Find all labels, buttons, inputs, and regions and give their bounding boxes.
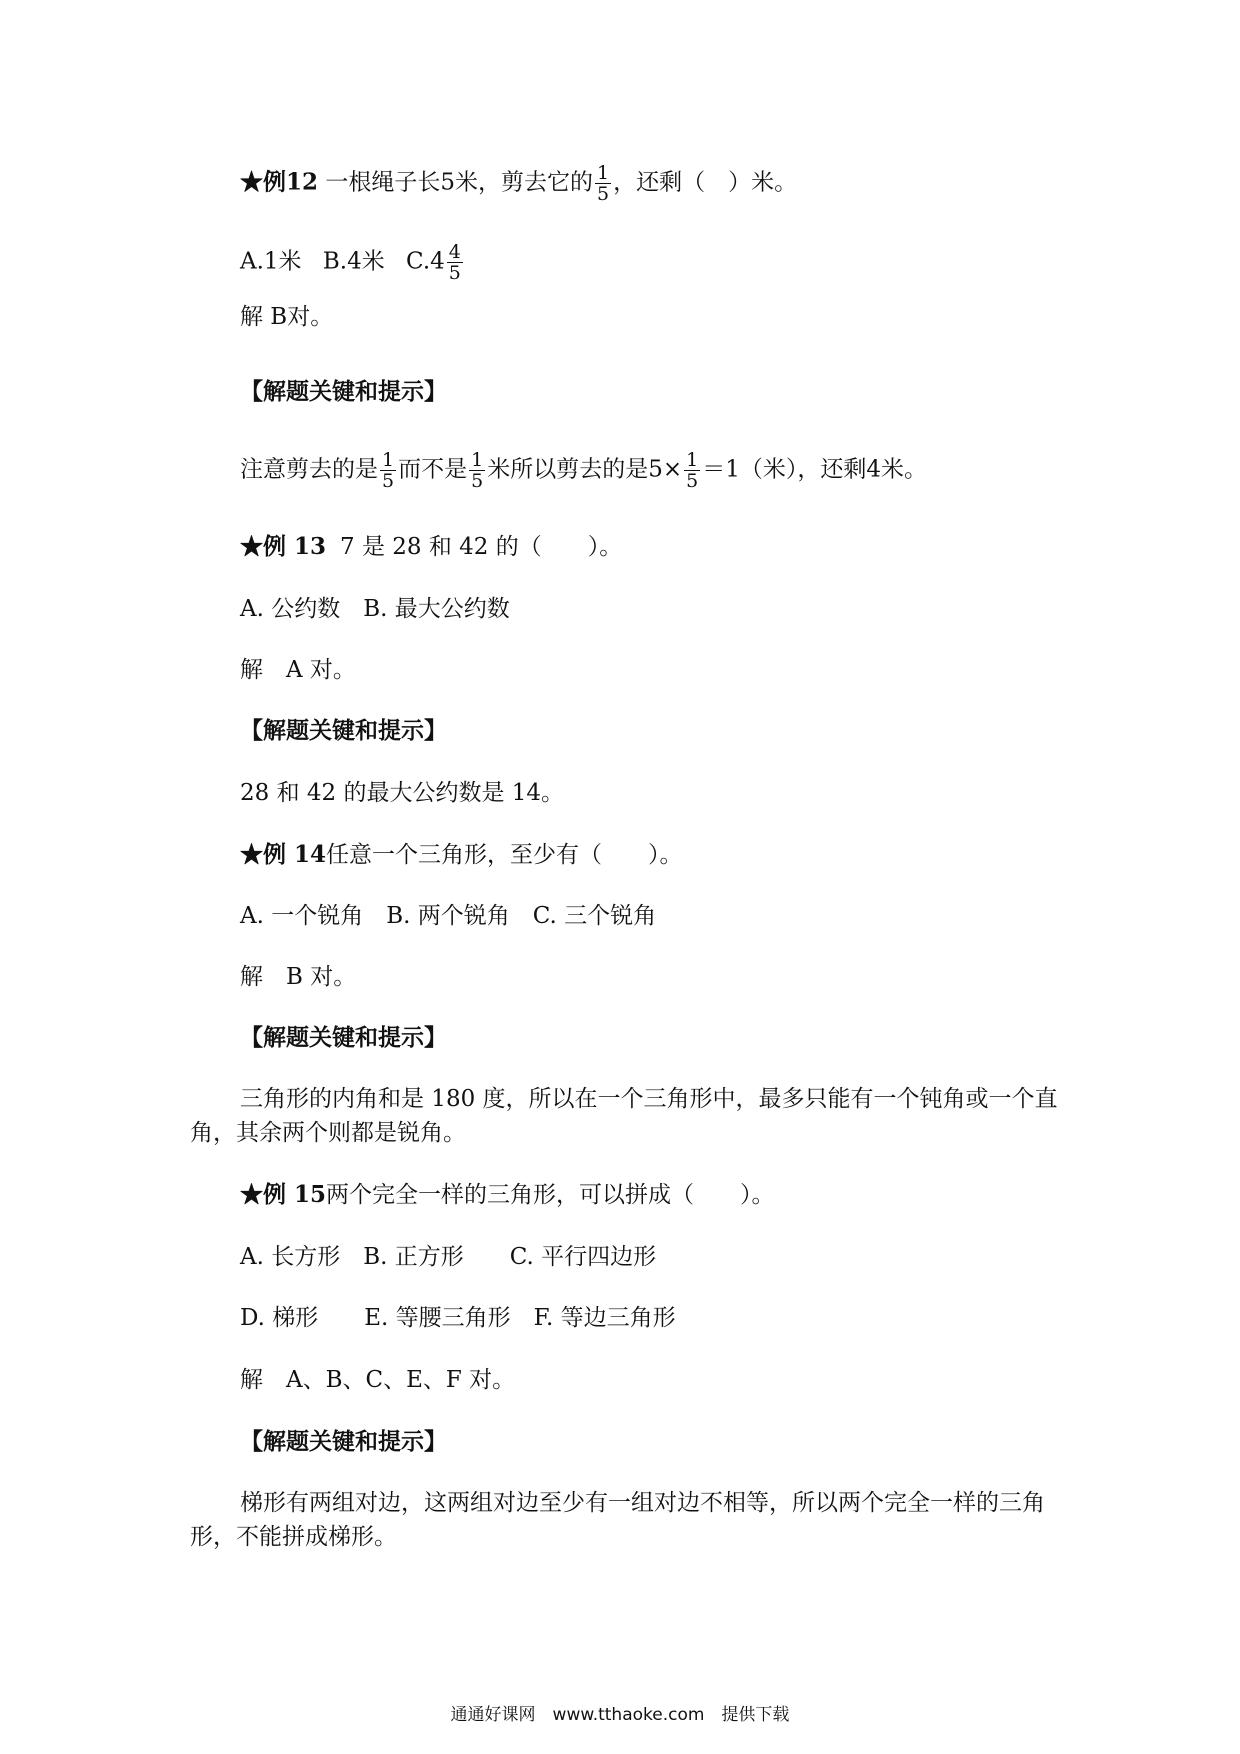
ex14-hint: 三角形的内角和是 180 度，所以在一个三角形中，最多只能有一个钝角或一个直角，其余两个则都是锐角。 xyxy=(190,1086,1058,1146)
ex15-options-line1: A. 长方形 B. 正方形 C. 平行四边形 xyxy=(240,1244,657,1270)
ex15-question: ★例 15两个完全一样的三角形，可以拼成（ ）。 xyxy=(240,1181,775,1208)
ex13-hint-title: 【解题关键和提示】 xyxy=(240,717,447,744)
ex12-hint: 注意剪去的是 $\frac{1}{5}$ 而不是 $\frac{1}{5}$ 米所以剪去的是5× $\frac{1}{5}$ ＝1（米），还剩4米。 xyxy=(240,449,927,492)
ex14-hint-title: 【解题关键和提示】 xyxy=(240,1024,447,1051)
ex15-hint: 梯形有两组对边，这两组对边至少有一组对边不相等，所以两个完全一样的三角形，不能拼成梯形。 xyxy=(190,1490,1045,1550)
ex12-answer: 解 B对。 xyxy=(240,304,334,330)
fraction: $\frac{1}{5}$ xyxy=(686,449,699,492)
fraction: $\frac{1}{5}$ xyxy=(471,449,484,492)
ex14-question: ★例 14任意一个三角形，至少有（ ）。 xyxy=(240,841,683,868)
ex14-options: A. 一个锐角 B. 两个锐角 C. 三个锐角 xyxy=(240,903,657,929)
ex14-answer: 解 B 对。 xyxy=(240,964,357,990)
fraction: $\frac{1}{5}$ xyxy=(382,449,395,492)
ex15-answer: 解 A、B、C、E、F 对。 xyxy=(240,1367,516,1393)
ex15-label: ★例 15 xyxy=(240,1181,327,1208)
ex15-options-line2: D. 梯形 E. 等腰三角形 F. 等边三角形 xyxy=(240,1305,676,1331)
ex12-label: ★例12 xyxy=(240,168,319,196)
ex13-options: A. 公约数 B. 最大公约数 xyxy=(240,596,510,622)
ex13-question: ★例 13 7 是 28 和 42 的（ ）。 xyxy=(240,533,623,560)
ex15-hint-title: 【解题关键和提示】 xyxy=(240,1428,447,1455)
ex14-label: ★例 14 xyxy=(240,841,327,868)
ex13-answer: 解 A 对。 xyxy=(240,657,356,683)
ex13-label: ★例 13 xyxy=(240,533,327,560)
ex12-question: ★例12 一根绳子长5米，剪去它的 $\frac{1}{5}$ ，还剩（ ）米。 xyxy=(240,162,798,205)
ex12-options: A.1米 B.4米 C.4 $\frac{4}{5}$ xyxy=(240,241,461,284)
fraction: $\frac{1}{5}$ xyxy=(596,162,610,205)
fraction: $\frac{4}{5}$ xyxy=(448,241,461,284)
footer-credit: 通通好课网 www.tthaoke.com 提供下载 xyxy=(450,1705,790,1725)
ex12-hint-title: 【解题关键和提示】 xyxy=(240,378,447,405)
ex13-hint: 28 和 42 的最大公约数是 14。 xyxy=(240,780,565,806)
